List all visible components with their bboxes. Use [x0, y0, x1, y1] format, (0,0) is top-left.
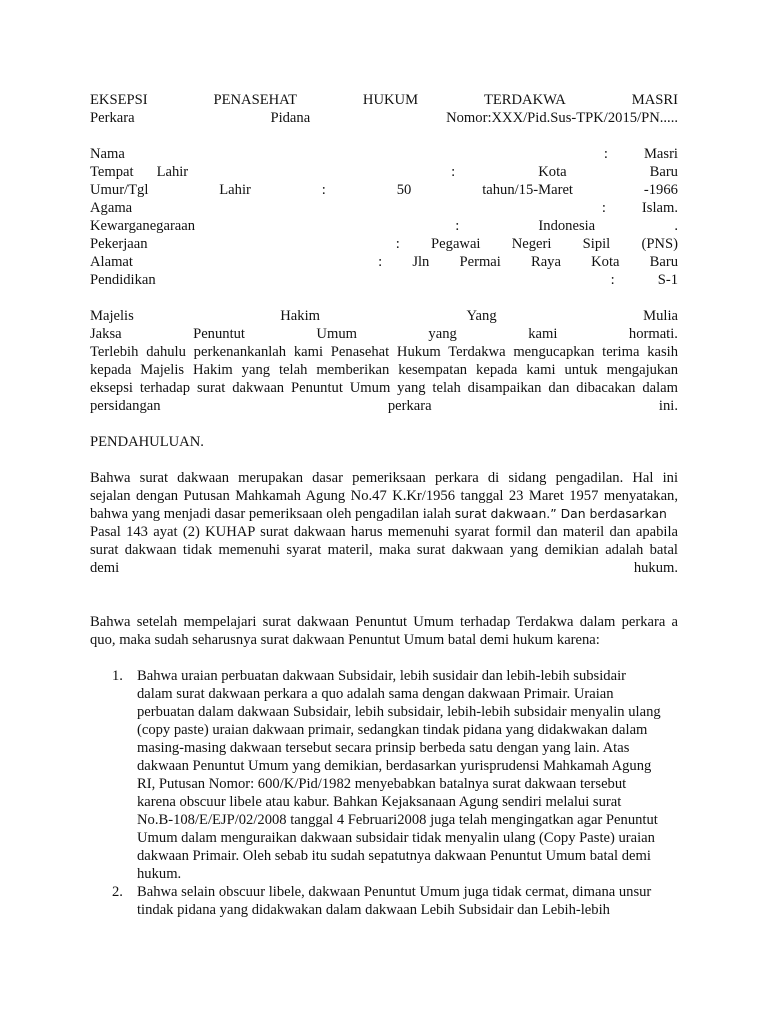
document-body	[90, 91, 678, 919]
title-word: TERDAKWA	[483, 92, 566, 108]
identity-value: (PNS)	[641, 236, 678, 252]
identity-value: Kota	[591, 254, 620, 270]
list-line: dalam surat dakwaan perkara a quo adalah sama dengan dakwaan Primair. Uraian	[137, 686, 614, 702]
identity-label: Pekerjaan	[90, 236, 148, 252]
list-line: dakwaan Primair. Oleh sebab itu sudah sepatutnya dakwaan Penuntut Umum batal demi	[137, 848, 651, 864]
para1-last-line	[90, 559, 678, 577]
identity-value: Jln	[412, 254, 430, 270]
para1-line: Pasal 143 ayat (2) KUHAP surat dakwaan harus memenuhi syarat formil dan materil dan apabila	[90, 524, 678, 540]
para1-line: Bahwa surat dakwaan merupakan dasar pemeriksaan perkara di sidang pengadilan. Hal ini	[90, 470, 678, 486]
list-line: RI, Putusan Nomor: 600/K/Pid/1982 menyebabkan batalnya surat dakwaan tersebut	[137, 776, 627, 792]
identity-value: Raya	[530, 254, 561, 270]
list-item	[90, 883, 678, 919]
identity-colon: :	[451, 164, 456, 180]
para2-line: quo, maka sudah seharusnya surat dakwaan Penuntut Umum batal demi hukum karena:	[90, 632, 600, 648]
salutation-word: Yang	[466, 308, 497, 324]
case-number-line	[90, 109, 678, 127]
identity-row-age	[90, 181, 678, 199]
identity-value: Islam.	[641, 200, 678, 216]
identity-label: Kewarganegaraan	[90, 218, 196, 234]
identity-colon: :	[321, 182, 326, 198]
identity-colon: :	[455, 218, 460, 234]
intro-line: Terlebih dahulu perkenankanlah kami Penasehat Hukum Terdakwa mengucapkan terima kasih	[90, 344, 678, 360]
identity-label: Umur/Tgl	[90, 182, 149, 198]
identity-label: Lahir	[156, 164, 189, 180]
para1-line: sejalan dengan Putusan Mahkamah Agung No.47 K.Kr/1956 tanggal 23 Maret 1957 menyatakan,	[90, 488, 678, 504]
document-title	[90, 91, 678, 109]
list-line: Bahwa selain obscuur libele, dakwaan Penuntut Umum juga tidak cermat, dimana unsur	[137, 884, 652, 900]
list-line: karena obscuur libele atau kabur. Bahkan Kejaksanaan Agung sendiri melalui surat	[137, 794, 622, 810]
identity-value: Indonesia	[538, 218, 596, 234]
identity-row-name	[90, 145, 678, 163]
identity-label: Alamat	[90, 254, 133, 270]
title-word: PENASEHAT	[213, 92, 297, 108]
para2-line: Bahwa setelah mempelajari surat dakwaan Penuntut Umum terhadap Terdakwa dalam perkara a	[90, 614, 678, 630]
identity-colon: :	[395, 236, 400, 252]
identity-value: Baru	[649, 254, 678, 270]
case-word: Pidana	[270, 110, 311, 126]
identity-label: Agama	[90, 200, 133, 216]
intro-last-line	[90, 397, 678, 415]
intro-line: eksepsi terhadap surat dakwaan Penuntut Umum yang telah disampaikan dan dibacakan dalam	[90, 380, 678, 396]
salutation-word: Mulia	[643, 308, 678, 324]
salutation-prosecutor	[90, 325, 678, 343]
identity-colon: :	[601, 200, 606, 216]
section-heading: PENDAHULUAN.	[90, 434, 204, 450]
para1-word: hukum.	[633, 560, 678, 576]
identity-value: Baru	[649, 164, 678, 180]
para1-word: demi	[90, 560, 120, 576]
salutation-judges	[90, 307, 678, 325]
identity-value: -1966	[643, 182, 678, 198]
identity-row-education	[90, 271, 678, 289]
title-word: HUKUM	[362, 92, 419, 108]
salutation-word: hormati.	[628, 326, 678, 342]
identity-value: Kota	[538, 164, 567, 180]
list-line: Umum dalam menguraikan dakwaan subsidair tidak menyalin ulang (Copy Paste) uraian	[137, 830, 655, 846]
identity-value: Pegawai	[431, 236, 481, 252]
identity-label: Tempat	[90, 164, 134, 180]
salutation-word: Penuntut	[193, 326, 245, 342]
list-line: Bahwa uraian perbuatan dakwaan Subsidair, lebih susidair dan lebih-lebih subsidair	[137, 668, 626, 684]
list-line: hukum.	[137, 866, 182, 882]
salutation-word: Hakim	[280, 308, 320, 324]
list-line: (copy paste) uraian dakwaan primair, sedangkan tindak pidana yang didakwakan dalam	[137, 722, 648, 738]
list-line: masing-masing dakwaan tersebut secara prinsip berbeda satu dengan yang lain. Atas	[137, 740, 630, 756]
argument-list	[90, 667, 678, 919]
salutation-word: Majelis	[90, 308, 134, 324]
list-number: 2.	[112, 884, 123, 900]
identity-value: Sipil	[582, 236, 611, 252]
salutation-word: Jaksa	[90, 326, 122, 342]
para1-text: bahwa yang menjadi dasar pemeriksaan oleh pengadilan ialah	[90, 506, 455, 522]
identity-value: 50	[396, 182, 412, 198]
identity-value: Masri	[643, 146, 678, 162]
case-word: Perkara	[90, 110, 135, 126]
identity-value: tahun/15-Maret	[482, 182, 573, 198]
identity-colon: :	[603, 146, 608, 162]
intro-word: persidangan	[90, 398, 161, 414]
identity-colon: :	[378, 254, 383, 270]
list-number: 1.	[112, 668, 123, 684]
salutation-word: yang	[428, 326, 457, 342]
list-item	[90, 667, 678, 883]
identity-label: Pendidikan	[90, 272, 156, 288]
para1-line: surat dakwaan tidak memenuhi syarat materil, maka surat dakwaan yang demikian adalah batal	[90, 542, 678, 558]
identity-value: .	[674, 218, 678, 234]
identity-row-address	[90, 253, 678, 271]
identity-label: Lahir	[219, 182, 251, 198]
salutation-word: kami	[528, 326, 558, 342]
identity-value: Negeri	[511, 236, 552, 252]
para1-line	[90, 505, 678, 523]
identity-row-citizenship	[90, 217, 678, 235]
identity-label: Nama	[90, 146, 125, 162]
identity-value: Permai	[459, 254, 501, 270]
intro-word: ini.	[658, 398, 678, 414]
para1-text-alt-font: surat dakwaan.” Dan berdasarkan	[454, 506, 667, 521]
salutation-word: Umum	[316, 326, 357, 342]
identity-row-occupation	[90, 235, 678, 253]
identity-row-birthplace	[90, 163, 678, 181]
list-line: dakwaan Penuntut Umum yang demikian, berdasarkan yurisprudensi Mahkamah Agung	[137, 758, 652, 774]
identity-row-religion	[90, 199, 678, 217]
intro-line: kepada Majelis Hakim yang telah memberikan kesempatan kepada kami untuk mengajukan	[90, 362, 678, 378]
list-line: tindak pidana yang didakwakan dalam dakwaan Lebih Subsidair dan Lebih-lebih	[137, 902, 610, 918]
identity-value: S-1	[657, 272, 678, 288]
intro-word: perkara	[387, 398, 432, 414]
case-number: Nomor:XXX/Pid.Sus-TPK/2015/PN.....	[446, 110, 678, 126]
list-line: perbuatan dalam dakwaan Subsidair, lebih subsidair, lebih-lebih subsidair menyalin ulang	[137, 704, 661, 720]
title-word: EKSEPSI	[90, 92, 148, 108]
identity-colon: :	[610, 272, 615, 288]
list-line: No.B-108/E/EJP/02/2008 tanggal 4 Februari2008 juga telah mengingatkan agar Penuntut	[137, 812, 658, 828]
title-word: MASRI	[631, 92, 678, 108]
